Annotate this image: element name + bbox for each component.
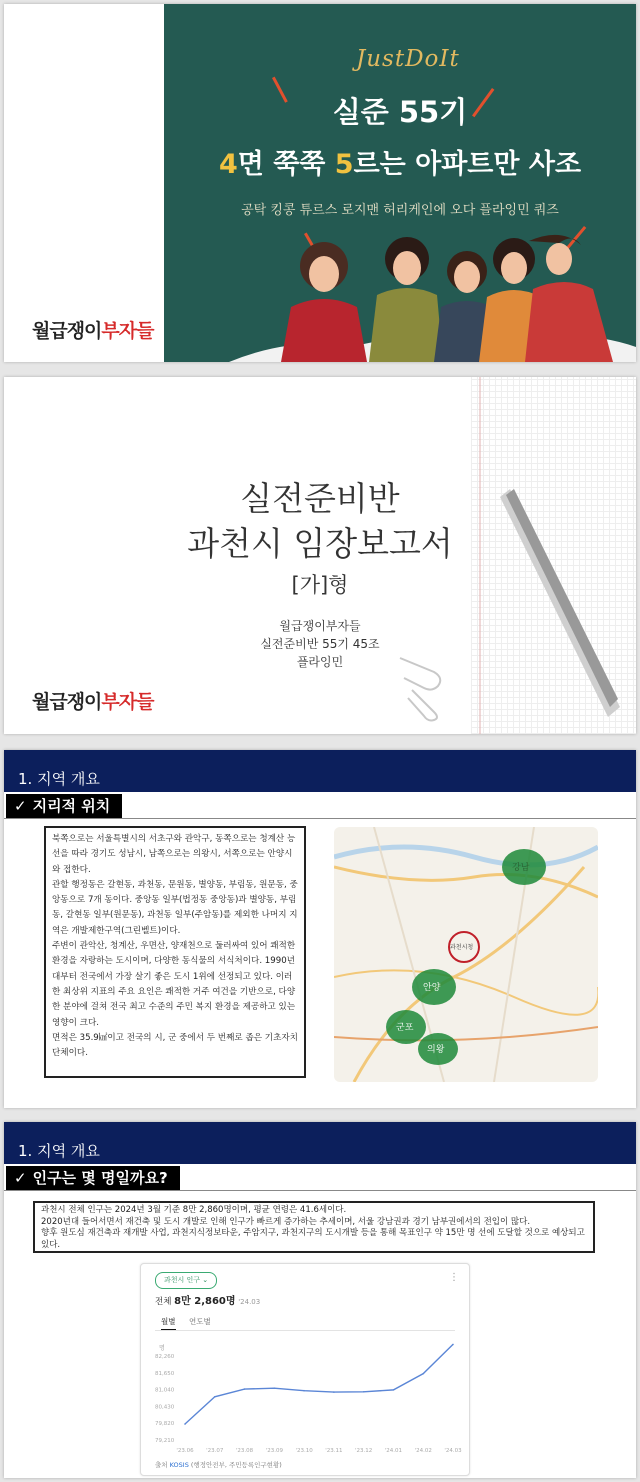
section-header bbox=[4, 750, 636, 792]
region-chip[interactable]: 과천시 인구 ⌄ bbox=[155, 1272, 217, 1289]
population-description bbox=[33, 1201, 595, 1253]
map-label-uiwang: 의왕 bbox=[427, 1045, 445, 1055]
topic-tag bbox=[6, 794, 122, 818]
topic-label: 지리적 위치 bbox=[32, 797, 111, 815]
report-title-line2: 과천시 임장보고서 bbox=[187, 524, 453, 563]
paragraph: 주변이 관악산, 청계산, 우면산, 양재천으로 둘러싸여 있어 쾌적한 환경을 자랑하는 도시이며, 다양한 동식물의 서식처이다. 1990년대부터 전국에서 가장 살기 좋은 도시 1위에 선정되고 있다. 이러한 최상위 지표의 주요 요인은 쾌적한 거주 여건을 기반으로, 다양한 분야에 걸쳐 전국 최고 수준의 주민 복지 환경을 제공하고 있는 영향이 크다. bbox=[52, 941, 296, 1028]
paragraph: 면적은 35.9㎢이고 전국의 시, 군 중에서 두 번째로 좁은 기초자치단체이다. bbox=[52, 1032, 298, 1059]
population-total: 전체 8만 2,860명 '24.03 bbox=[155, 1296, 261, 1307]
map-label-anyang: 안양 bbox=[423, 983, 441, 993]
x-tick-label: '23.06 bbox=[176, 1448, 194, 1454]
topic-label: 인구는 몇 명일까요? bbox=[32, 1169, 168, 1187]
report-subtitle: [가]형 bbox=[291, 573, 349, 597]
x-tick-label: '24.03 bbox=[444, 1448, 462, 1454]
data-point bbox=[333, 1391, 335, 1393]
checkmark-icon: ✓ bbox=[14, 1169, 27, 1187]
paragraph: 관할 행정동은 갈현동, 과천동, 문원동, 별양동, 부림동, 원문동, 중앙동으로 7개 동이다. 중앙동 일부(법정동 중앙동)과 별양동, 부림동, 갈현동 일부(원문동), 과천동 일부(주암동)를 제외한 나머지 지역은 개발제한구역(그린벨트)이다. bbox=[52, 879, 298, 936]
data-point bbox=[393, 1389, 395, 1391]
section-title: 1. 지역 개요 bbox=[18, 770, 100, 788]
data-point bbox=[274, 1387, 276, 1389]
data-point bbox=[184, 1423, 186, 1425]
paragraph: 2020년대 들어서면서 재건축 및 도시 개발로 인해 인구가 빠르게 증가하는 추세이며, 서울 강남권과 경기 남부권에서의 전입이 많다. bbox=[41, 1216, 531, 1227]
report-author-group: 월급쟁이부자들 bbox=[279, 619, 361, 633]
chevron-down-icon: ⌄ bbox=[202, 1276, 209, 1284]
section-header bbox=[4, 1122, 636, 1164]
y-tick-label: 80,430 bbox=[155, 1404, 175, 1411]
map-label-city-hall: 과천시청 bbox=[450, 944, 474, 951]
more-menu-icon[interactable]: ⋮ bbox=[449, 1272, 459, 1283]
y-tick-label: 82,260 bbox=[155, 1354, 175, 1360]
x-tick-label: '23.07 bbox=[206, 1448, 224, 1454]
cover-title-line1: 실준 55기 bbox=[332, 95, 468, 129]
x-tick-label: '23.08 bbox=[235, 1448, 254, 1454]
area-map bbox=[334, 827, 598, 1082]
location-description bbox=[44, 826, 306, 1078]
data-point bbox=[422, 1373, 424, 1375]
population-line-chart bbox=[141, 1264, 469, 1475]
y-tick-label: 79,820 bbox=[155, 1421, 175, 1428]
report-title-line1: 실전준비반 bbox=[240, 479, 400, 518]
people-illustration bbox=[229, 219, 636, 362]
x-tick-label: '23.10 bbox=[295, 1448, 313, 1454]
report-class: 실전준비반 55기 45조 bbox=[260, 637, 380, 651]
map-label-gangnam: 강남 bbox=[512, 863, 530, 873]
cover-title-line2: 4면 쭉쭉 5르는 아파트만 사조 bbox=[218, 149, 582, 180]
cover-subtitle: 공탁 킹콩 튜르스 로지맨 허리케인에 오다 플라잉민 쿼즈 bbox=[241, 203, 559, 218]
paragraph: 과천시 전체 인구는 2024년 3월 기준 8만 2,860명이며, 평균 연령은 41.6세이다. bbox=[41, 1205, 347, 1215]
paragraph: 향후 원도심 재건축과 재개발 사업, 과천지식정보타운, 주암지구, 과천지구의 도시개발 등을 통해 목표인구 약 15만 명 선에 도달할 것으로 예상되고 있다. bbox=[41, 1228, 585, 1250]
data-point bbox=[363, 1391, 365, 1393]
tab-monthly[interactable]: 월별 bbox=[161, 1316, 176, 1331]
tab-yearly[interactable]: 연도별 bbox=[189, 1317, 211, 1326]
brand-logo: 월급쟁이부자들 bbox=[32, 320, 154, 342]
x-tick-label: '23.09 bbox=[265, 1448, 283, 1454]
x-tick-label: '24.01 bbox=[384, 1448, 403, 1454]
paragraph: 북쪽으로는 서울특별시의 서초구와 관악구, 동쪽으로는 청계산 능선을 따라 경기도 성남시, 남쪽으로는 의왕시, 서쪽으로는 안양시와 접한다. bbox=[52, 834, 296, 875]
map-label-gunpo: 군포 bbox=[396, 1023, 414, 1033]
data-point bbox=[303, 1390, 305, 1392]
data-point bbox=[214, 1396, 216, 1398]
x-tick-label: '24.02 bbox=[414, 1448, 432, 1454]
x-tick-label: '23.11 bbox=[325, 1448, 343, 1454]
section-title: 1. 지역 개요 bbox=[18, 1142, 100, 1160]
y-tick-label: 81,040 bbox=[155, 1387, 175, 1394]
report-author: 플라잉민 bbox=[296, 655, 344, 669]
location-slide bbox=[4, 750, 636, 1108]
data-point bbox=[244, 1388, 246, 1390]
topic-tag bbox=[6, 1166, 180, 1190]
title-slide bbox=[4, 377, 636, 734]
y-axis-unit: 명 bbox=[159, 1345, 165, 1352]
divider bbox=[4, 818, 636, 819]
y-tick-label: 81,650 bbox=[155, 1370, 175, 1377]
cover-slide bbox=[4, 4, 636, 362]
x-tick-label: '23.12 bbox=[355, 1448, 373, 1454]
data-source: 출처 KOSIS (행정안전부, 주민등록인구현황) bbox=[155, 1461, 282, 1469]
data-point bbox=[452, 1344, 454, 1346]
population-slide bbox=[4, 1122, 636, 1478]
y-tick-label: 79,210 bbox=[155, 1438, 175, 1444]
divider bbox=[4, 1190, 636, 1191]
checkmark-icon: ✓ bbox=[14, 797, 27, 815]
population-series-line bbox=[185, 1344, 453, 1424]
brand-logo: 월급쟁이부자들 bbox=[32, 691, 154, 713]
tagline: JustDoIt bbox=[356, 46, 460, 72]
population-card bbox=[140, 1263, 470, 1476]
